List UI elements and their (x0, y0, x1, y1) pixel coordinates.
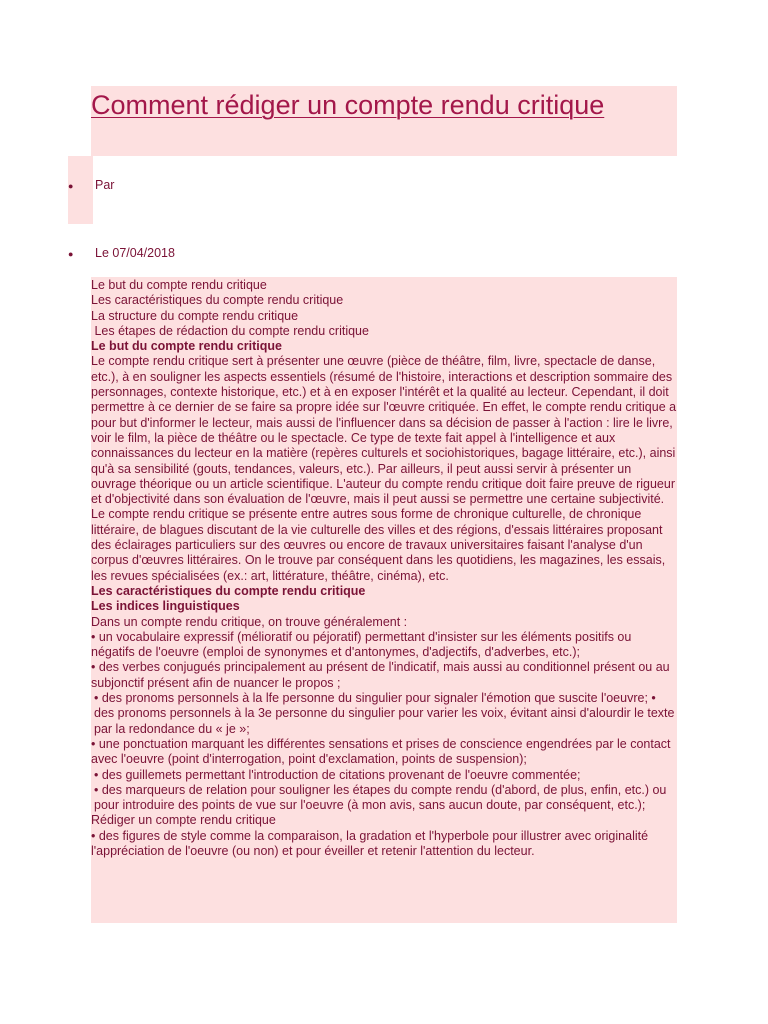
page-title[interactable]: Comment rédiger un compte rendu critique (91, 90, 605, 120)
list-item: • une ponctuation marquant les différentes sensations et prises de conscience engendrées par le contact avec l'oeuvre (point d'interrogation, point d'exclamation, points de suspension); (91, 736, 671, 767)
author-row (68, 177, 114, 194)
section-paragraph: Le compte rendu critique sert à présenter une œuvre (pièce de théâtre, film, livre, spectacle de danse, etc.), à en souligner les aspects essentiels (résumé de l'histoire, interactions et description sommaire des personnages, contexte historique, etc.) et à en exposer l'intérêt et la qualité au lecteur. Cependant, il doit permettre à ce dernier de se faire sa propre idée sur l'œuvre critiquée. En effet, le compte rendu critique a pour but d'informer le lecteur, mais aussi de l'influencer dans sa décision de passer à l'action : lire le livre, voir le film, la pièce de théâtre ou le spectacle. Ce type de texte fait appel à l'intelligence et aux connaissances du lecteur en la matière (repères culturels et sociohistoriques, bagage littéraire, etc.), ainsi qu'à sa sensibilité (gouts, tendances, valeurs, etc.). Par ailleurs, il peut aussi servir à présenter un ouvrage théorique ou un article scientifique. L'auteur du compte rendu critique doit faire preuve de rigueur et d'objectivité dans son évaluation de l'œuvre, mais il peut aussi se permettre une certaine subjectivité. Le compte rendu critique se présente entre autres sous forme de chronique culturelle, de chronique littéraire, de blagues discutant de la vie culturelle des villes et des régions, d'essais littéraires proposant des éclairages particuliers sur des œuvres ou encore de travaux universitaires faisant l'analyse d'un corpus d'œuvres littéraires. On le trouve par conséquent dans les quotidiens, les magazines, les essais, les revues spécialisées (ex.: art, littérature, théâtre, cinéma), etc. (91, 354, 677, 583)
title-block (91, 86, 677, 156)
bullet-icon: ● (68, 180, 74, 191)
section-subheading: Rédiger un compte rendu critique (91, 813, 276, 828)
section-subheading: Les indices linguistiques (91, 599, 240, 614)
list-item: • un vocabulaire expressif (mélioratif ou péjoratif) permettant d'insister sur les éléments positifs ou négatifs de l'oeuvre (emploi de synonymes et d'antonymes, d'adjectifs, d'adverbes, etc.); (91, 629, 632, 660)
toc-item: Les caractéristiques du compte rendu critique (91, 293, 344, 308)
toc-item: Le but du compte rendu critique (91, 278, 267, 292)
section-heading: Le but du compte rendu critique (91, 339, 282, 354)
article-body (91, 277, 677, 923)
section-heading: Les caractéristiques du compte rendu critique (91, 583, 366, 598)
list-item: • des guillemets permettant l'introduction de citations provenant de l'oeuvre commentée; (94, 767, 581, 782)
author-label: Par (95, 178, 115, 192)
list-item: • des figures de style comme la comparaison, la gradation et l'hyperbole pour illustrer avec originalité l'appréciation de l'oeuvre (ou non) et pour éveiller et retenir l'attention du lecteur. (91, 828, 649, 858)
date-row (68, 245, 175, 262)
toc-item: Les étapes de rédaction du compte rendu critique (91, 323, 369, 338)
list-item: • des pronoms personnels à la lfe personne du singulier pour signaler l'émotion que suscite l'oeuvre; • des pronoms personnels à la 3e personne du singulier pour varier les voix, évitant ainsi d'alourdir le texte par la redondance du « je »; (94, 691, 675, 736)
section-intro: Dans un compte rendu critique, on trouve généralement : (91, 614, 408, 629)
date-label: Le 07/04/2018 (95, 246, 175, 260)
bullet-icon: ● (68, 248, 74, 259)
list-item: • des verbes conjugués principalement au présent de l'indicatif, mais aussi au conditionnel présent ou au subjonctif présent afin de nuancer le propos ; (91, 660, 670, 690)
toc-item: La structure du compte rendu critique (91, 308, 299, 323)
list-item: • des marqueurs de relation pour souligner les étapes du compte rendu (d'abord, de plus, enfin, etc.) ou pour introduire des points de vue sur l'oeuvre (à mon avis, sans aucun doute, par conséquent, etc.); (94, 782, 667, 813)
